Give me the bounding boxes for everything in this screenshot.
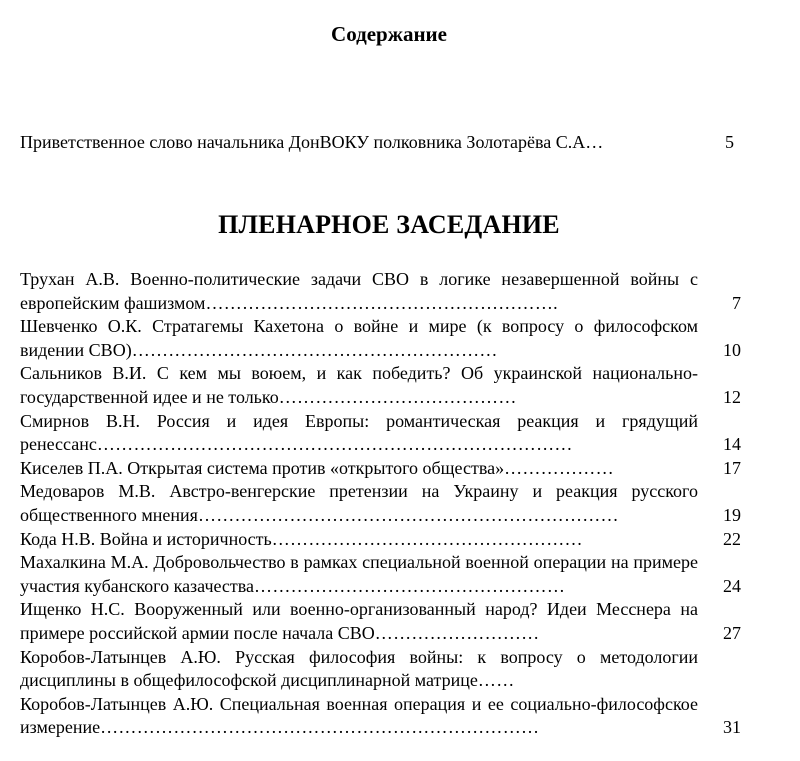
- page-title: Содержание: [331, 22, 447, 46]
- dot-leader: ………………: [504, 457, 614, 478]
- dot-leader: ……: [477, 670, 515, 691]
- entry-title: Медоваров М.В. Австро-венгерские претензии на Украину и реакция русского общественного мнения: [20, 481, 698, 525]
- entry-page-number: 14: [723, 434, 741, 455]
- dot-leader: ……………………………………………………: [131, 339, 498, 360]
- dot-leader: ……………………………………………………………: [197, 504, 619, 525]
- toc-entry[interactable]: [20, 457, 745, 481]
- toc-entry[interactable]: [20, 268, 745, 315]
- entry-text: [20, 268, 698, 315]
- toc-entry[interactable]: [20, 646, 745, 693]
- entry-title: Махалкина М.А. Добровольчество в рамках специальной военной операции на примере участия кубанского казачества: [20, 552, 698, 596]
- entry-title: Ищенко Н.С. Вооруженный или военно-организованный народ? Идеи Месснера на примере российской армии после начала СВО: [20, 599, 698, 643]
- toc-entry[interactable]: [20, 551, 745, 598]
- toc-entry[interactable]: [20, 315, 745, 362]
- entry-title: Сальников В.И. С кем мы воюем, и как победить? Об украинской национально-государственной идее и не только: [20, 363, 698, 407]
- entry-page-number: 27: [723, 622, 741, 643]
- entry-title: Трухан А.В. Военно-политические задачи СВО в логике незавершенной войны с европейским фашизмом: [20, 269, 698, 313]
- dot-leader: …………………………………: [278, 386, 517, 407]
- entry-page-number: 19: [723, 504, 741, 525]
- entry-title: Коробов-Латынцев А.Ю. Специальная военная операция и ее социально-философское измерение: [20, 693, 698, 738]
- entry-page-number: 10: [723, 339, 741, 360]
- greeting-text: Приветственное слово начальника ДонВОКУ полковника Золотарёва С.А…: [20, 132, 604, 152]
- entry-title: Кода Н.В. Война и историчность: [20, 528, 272, 549]
- entry-text: [20, 646, 698, 693]
- entry-text: [20, 315, 698, 362]
- dot-leader: ………………………………………………….: [205, 292, 558, 313]
- toc-entry[interactable]: [20, 480, 745, 527]
- entry-page-number: 12: [723, 386, 741, 407]
- toc-entry[interactable]: [20, 410, 745, 457]
- entry-text: [20, 693, 698, 740]
- entry-title: Киселев П.А. Открытая система против «открытого общества»: [20, 457, 505, 478]
- entry-text: [20, 480, 698, 527]
- toc-entry[interactable]: [20, 598, 745, 645]
- entry-title: Коробов-Латынцев А.Ю. Русская философия войны: к вопросу о методологии дисциплины в общефилософской дисциплинарной матрице: [20, 646, 698, 691]
- toc-list: [20, 268, 745, 740]
- entry-page-number: 7: [732, 292, 741, 313]
- entry-text: [20, 551, 698, 598]
- entry-title: Шевченко О.К. Стратагемы Кахетона о войне и мире (к вопросу о философском видении СВО): [20, 316, 698, 360]
- entry-page-number: 17: [723, 457, 741, 478]
- dot-leader: ……………………………………………: [254, 575, 566, 596]
- entry-text: [20, 457, 698, 481]
- entry-page-number: 22: [723, 528, 741, 549]
- entry-title: Смирнов В.Н. Россия и идея Европы: романтическая реакция и грядущий ренессанс: [20, 410, 698, 455]
- toc-entry[interactable]: [20, 362, 745, 409]
- toc-entry[interactable]: [20, 693, 745, 740]
- entry-text: [20, 410, 698, 457]
- greeting-page-number: 5: [725, 132, 734, 152]
- dot-leader: ………………………………………………………………: [100, 717, 540, 738]
- dot-leader: ………………………: [374, 622, 540, 643]
- entry-text: [20, 528, 698, 552]
- dot-leader: ……………………………………………: [271, 528, 583, 549]
- entry-page-number: 24: [723, 575, 741, 596]
- entry-text: [20, 598, 698, 645]
- entry-page-number: 31: [723, 717, 741, 738]
- dot-leader: ……………………………………………………………………: [96, 434, 573, 455]
- toc-entry[interactable]: [20, 528, 745, 552]
- entry-text: [20, 362, 698, 409]
- section-heading: ПЛЕНАРНОЕ ЗАСЕДАНИЕ: [218, 210, 560, 239]
